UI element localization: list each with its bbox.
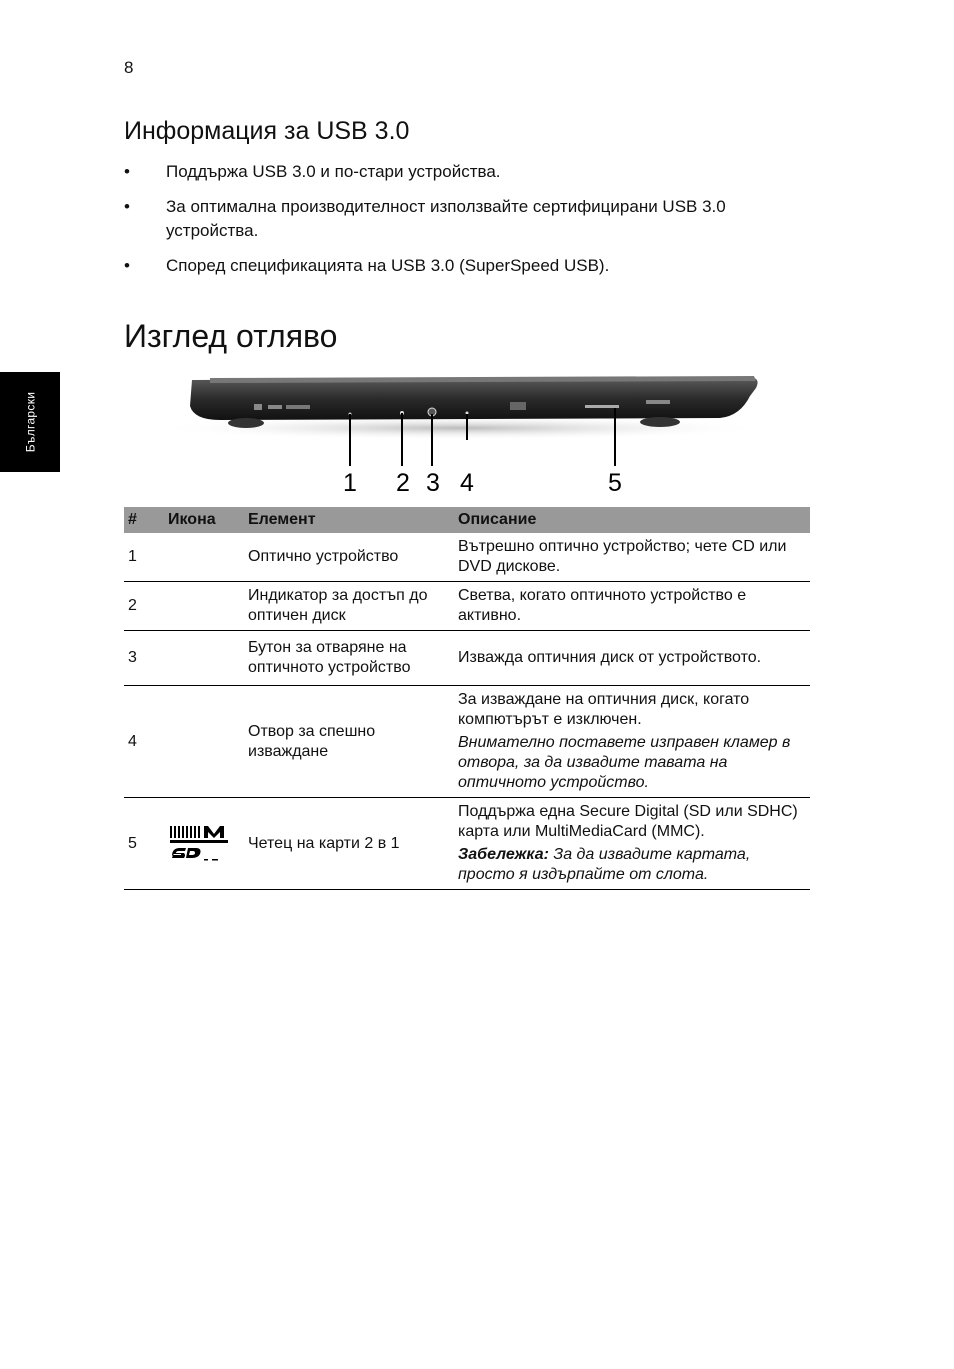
dvd-logo-icon [268, 405, 282, 409]
row-icon-cell [164, 686, 244, 798]
row-description [454, 533, 810, 582]
usb-section-title: Информация за USB 3.0 [124, 117, 410, 145]
header-icon: Икона [164, 507, 244, 533]
row-element: Оптично устройство [244, 533, 454, 582]
list-item [124, 160, 804, 184]
left-view-components-table [124, 507, 810, 890]
description-note [458, 845, 806, 885]
row-element: Четец на карти 2 в 1 [244, 798, 454, 890]
page-number: 8 [124, 58, 134, 77]
sd-logo-icon [646, 400, 670, 404]
bullet-symbol: • [124, 162, 130, 181]
bullet-text: Поддържа USB 3.0 и по-стари устройства. [166, 162, 501, 181]
table-row [124, 631, 810, 686]
description-text: Поддържа една Secure Digital (SD или SDHC) карта или MultiMediaCard (MMC). [458, 803, 798, 840]
laptop-foot [228, 418, 264, 428]
row-icon-cell [164, 798, 244, 890]
row-element: Индикатор за достъп до оптичен диск [244, 582, 454, 631]
description-note: Внимателно поставете изправен кламер в отвора, за да извадите тавата на оптичното устройство. [458, 734, 791, 791]
side-tab-label: Български [23, 391, 37, 453]
language-side-tab [0, 372, 60, 472]
row-num: 2 [124, 582, 164, 631]
list-item [124, 195, 804, 243]
optical-drive-logo-icon [254, 404, 262, 410]
description-text: За изваждане на оптичния диск, когато компютърът е изключен. [458, 691, 750, 728]
row-num: 4 [124, 686, 164, 798]
callout-label-5: 5 [608, 469, 622, 497]
callout-label-3: 3 [426, 469, 440, 497]
card-reader-slot [585, 405, 619, 408]
row-icon-cell [164, 631, 244, 686]
row-icon-cell [164, 582, 244, 631]
optical-drive-slot [286, 405, 310, 409]
row-description [454, 631, 810, 686]
table-row [124, 533, 810, 582]
left-view-title: Изглед отляво [124, 318, 338, 354]
row-num: 5 [124, 798, 164, 890]
description-text: Вътрешно оптично устройство; чете CD или DVD дискове. [458, 538, 787, 575]
row-element: Отвор за спешно изваждане [244, 686, 454, 798]
laptop-foot [640, 417, 680, 427]
callout-label-2: 2 [396, 469, 410, 497]
row-description [454, 582, 810, 631]
usb-bullet-list [124, 160, 804, 289]
row-description [454, 686, 810, 798]
description-text: Изважда оптичния диск от устройството. [458, 649, 762, 666]
laptop-left-side-illustration [150, 368, 770, 503]
cd-logo-icon [510, 402, 526, 410]
bullet-text: Според спецификацията на USB 3.0 (SuperSpeed USB). [166, 256, 610, 275]
table-header-row [124, 507, 810, 533]
table-row [124, 582, 810, 631]
laptop-body [190, 378, 758, 420]
row-num: 1 [124, 533, 164, 582]
row-description [454, 798, 810, 890]
header-num: # [124, 507, 164, 533]
table-row [124, 686, 810, 798]
header-description: Описание [454, 507, 810, 533]
bullet-text: За оптимална производителност използвайте сертифицирани USB 3.0 устройства. [166, 197, 726, 240]
callout-label-4: 4 [460, 469, 474, 497]
note-label: Забележка: [458, 846, 549, 863]
bullet-symbol: • [124, 256, 130, 275]
table-row [124, 798, 810, 890]
header-element: Елемент [244, 507, 454, 533]
list-item [124, 254, 804, 278]
bullet-symbol: • [124, 197, 130, 216]
row-icon-cell [164, 533, 244, 582]
note-text: За да извадите картата, просто я издърпайте от слота. [458, 846, 751, 883]
row-num: 3 [124, 631, 164, 686]
callout-label-1: 1 [343, 469, 357, 497]
row-element: Бутон за отваряне на оптичното устройство [244, 631, 454, 686]
multimediacard-sd-icon [168, 824, 232, 864]
description-text: Светва, когато оптичното устройство е активно. [458, 587, 747, 624]
